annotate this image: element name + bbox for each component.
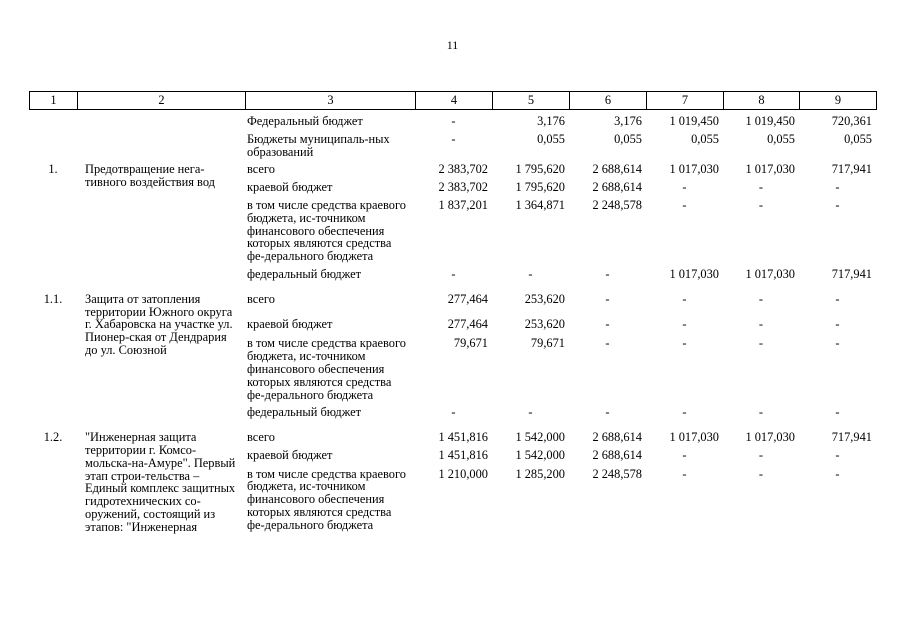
value-cell: - [605, 316, 610, 331]
table-row [29, 293, 876, 306]
item-number: 1. [48, 162, 58, 177]
value-cell: 2 383,702 [438, 180, 488, 195]
value-cell: - [758, 180, 764, 195]
value-cell: - [835, 197, 840, 212]
funding-source: Бюджеты муниципаль-ных образований [247, 131, 390, 159]
item-number [29, 115, 77, 128]
value-cell: 253,620 [524, 291, 565, 306]
value-cell: 253,620 [524, 316, 565, 331]
value-cell: 277,464 [447, 316, 488, 331]
value-cell: 79,671 [530, 336, 565, 351]
value-cell: 1 017,030 [669, 162, 719, 177]
item-number: 1.1. [43, 291, 63, 306]
funding-source: в том числе средства краевого бюджета, ис-точником финансового обеспечения которых являются средства фе-дерального бюджета [247, 197, 406, 264]
value-cell: 2 248,578 [592, 197, 642, 212]
header-cell: 6 [570, 92, 647, 110]
budget-table [29, 115, 876, 534]
value-cell: 2 688,614 [592, 180, 642, 195]
value-cell: 1 451,816 [438, 430, 488, 445]
value-cell: - [835, 448, 840, 463]
header-row [30, 92, 877, 110]
funding-source: краевой бюджет [247, 316, 333, 331]
value-cell: - [451, 131, 456, 146]
value-cell: - [451, 114, 456, 128]
value-cell: 1 017,030 [745, 430, 795, 445]
value-cell: - [605, 336, 610, 351]
value-cell: 0,055 [614, 131, 642, 146]
funding-source: в том числе средства краевого бюджета, ис-точником финансового обеспечения которых являются средства фе-дерального бюджета [247, 336, 406, 402]
value-cell: - [835, 316, 840, 331]
value-cell: 717,941 [831, 266, 872, 281]
value-cell: - [528, 266, 533, 281]
value-cell: 0,055 [691, 131, 719, 146]
value-cell: - [682, 291, 687, 306]
value-cell: - [682, 197, 687, 212]
item-name: "Инженерная защита территории г. Комсо-мольска-на-Амуре". Первый этап строи-тельства – Единый комплекс защитных гидротехнических со-оружений, состоящий из этапов: "Инженерная [85, 430, 236, 534]
value-cell: 2 688,614 [592, 430, 642, 445]
value-cell: 1 795,620 [515, 162, 565, 177]
value-cell: - [682, 466, 687, 481]
funding-source: федеральный бюджет [247, 405, 362, 420]
value-cell: - [835, 180, 840, 195]
value-cell: - [682, 405, 687, 420]
value-cell: 79,671 [453, 336, 488, 351]
value-cell: 2 383,702 [438, 162, 488, 177]
header-cell: 5 [493, 92, 570, 110]
value-cell: 2 248,578 [592, 466, 642, 481]
table-row [29, 115, 876, 128]
value-cell: 1 017,030 [745, 266, 795, 281]
value-cell: 2 688,614 [592, 448, 642, 463]
item-name: Защита от затопления территории Южного округа г. Хабаровска на участке ул. Пионер-ская от Дендрария до ул. Союзной [85, 291, 233, 357]
value-cell: 1 451,816 [438, 448, 488, 463]
value-cell: - [835, 405, 840, 420]
value-cell: - [758, 291, 764, 306]
header-cell: 8 [724, 92, 800, 110]
value-cell: - [682, 336, 687, 351]
value-cell: 1 542,000 [515, 448, 565, 463]
table-row [29, 431, 876, 444]
value-cell: 1 542,000 [515, 430, 565, 445]
value-cell: - [451, 266, 456, 281]
value-cell: - [528, 405, 533, 420]
value-cell: - [758, 316, 764, 331]
funding-source: всего [247, 430, 275, 445]
item-name: Предотвращение нега-тивного воздействия вод [85, 162, 215, 190]
value-cell: 1 285,200 [515, 466, 565, 481]
header-cell: 9 [800, 92, 877, 110]
value-cell: - [758, 405, 764, 420]
value-cell: 0,055 [537, 131, 565, 146]
value-cell: - [605, 266, 610, 281]
value-cell: - [835, 291, 840, 306]
value-cell: 1 795,620 [515, 180, 565, 195]
value-cell: - [605, 291, 610, 306]
value-cell: - [758, 197, 764, 212]
table-row [29, 163, 876, 176]
value-cell: 3,176 [537, 114, 565, 128]
item-name [77, 115, 245, 128]
value-cell: - [758, 466, 764, 481]
value-cell: - [682, 316, 687, 331]
value-cell: 0,055 [767, 131, 795, 146]
value-cell: 1 019,450 [669, 114, 719, 128]
header-cell: 4 [416, 92, 493, 110]
value-cell: - [758, 448, 764, 463]
value-cell: 3,176 [614, 114, 642, 128]
value-cell: 1 017,030 [669, 430, 719, 445]
funding-source: всего [247, 291, 275, 306]
page-number: 11 [446, 38, 459, 52]
item-number [29, 133, 77, 159]
value-cell: 1 210,000 [438, 466, 488, 481]
value-cell: 1 019,450 [745, 114, 795, 128]
value-cell: 1 837,201 [438, 197, 488, 212]
value-cell: 2 688,614 [592, 162, 642, 177]
item-name [77, 133, 245, 159]
funding-source: федеральный бюджет [247, 266, 362, 281]
value-cell: - [758, 336, 764, 351]
value-cell: 717,941 [831, 430, 872, 445]
value-cell: 717,941 [831, 162, 872, 177]
funding-source: краевой бюджет [247, 448, 333, 463]
value-cell: 1 017,030 [745, 162, 795, 177]
header-cell: 1 [30, 92, 78, 110]
value-cell: - [835, 466, 840, 481]
value-cell: 0,055 [844, 131, 872, 146]
value-cell: - [682, 180, 687, 195]
header-cell: 3 [246, 92, 416, 110]
value-cell: 1 364,871 [515, 197, 565, 212]
value-cell: - [682, 448, 687, 463]
value-cell: - [835, 336, 840, 351]
column-number-header [29, 91, 877, 110]
funding-source: Федеральный бюджет [247, 114, 363, 128]
table-row [29, 133, 876, 159]
funding-source: всего [247, 162, 275, 177]
header-cell: 7 [647, 92, 724, 110]
funding-source: в том числе средства краевого бюджета, ис-точником финансового обеспечения которых являются средства фе-дерального бюджета [247, 466, 406, 532]
value-cell: 1 017,030 [669, 266, 719, 281]
funding-source: краевой бюджет [247, 180, 333, 195]
value-cell: - [605, 405, 610, 420]
value-cell: 277,464 [447, 291, 488, 306]
item-number: 1.2. [43, 430, 63, 445]
header-cell: 2 [78, 92, 246, 110]
value-cell: 720,361 [831, 114, 872, 128]
value-cell: - [451, 405, 456, 420]
